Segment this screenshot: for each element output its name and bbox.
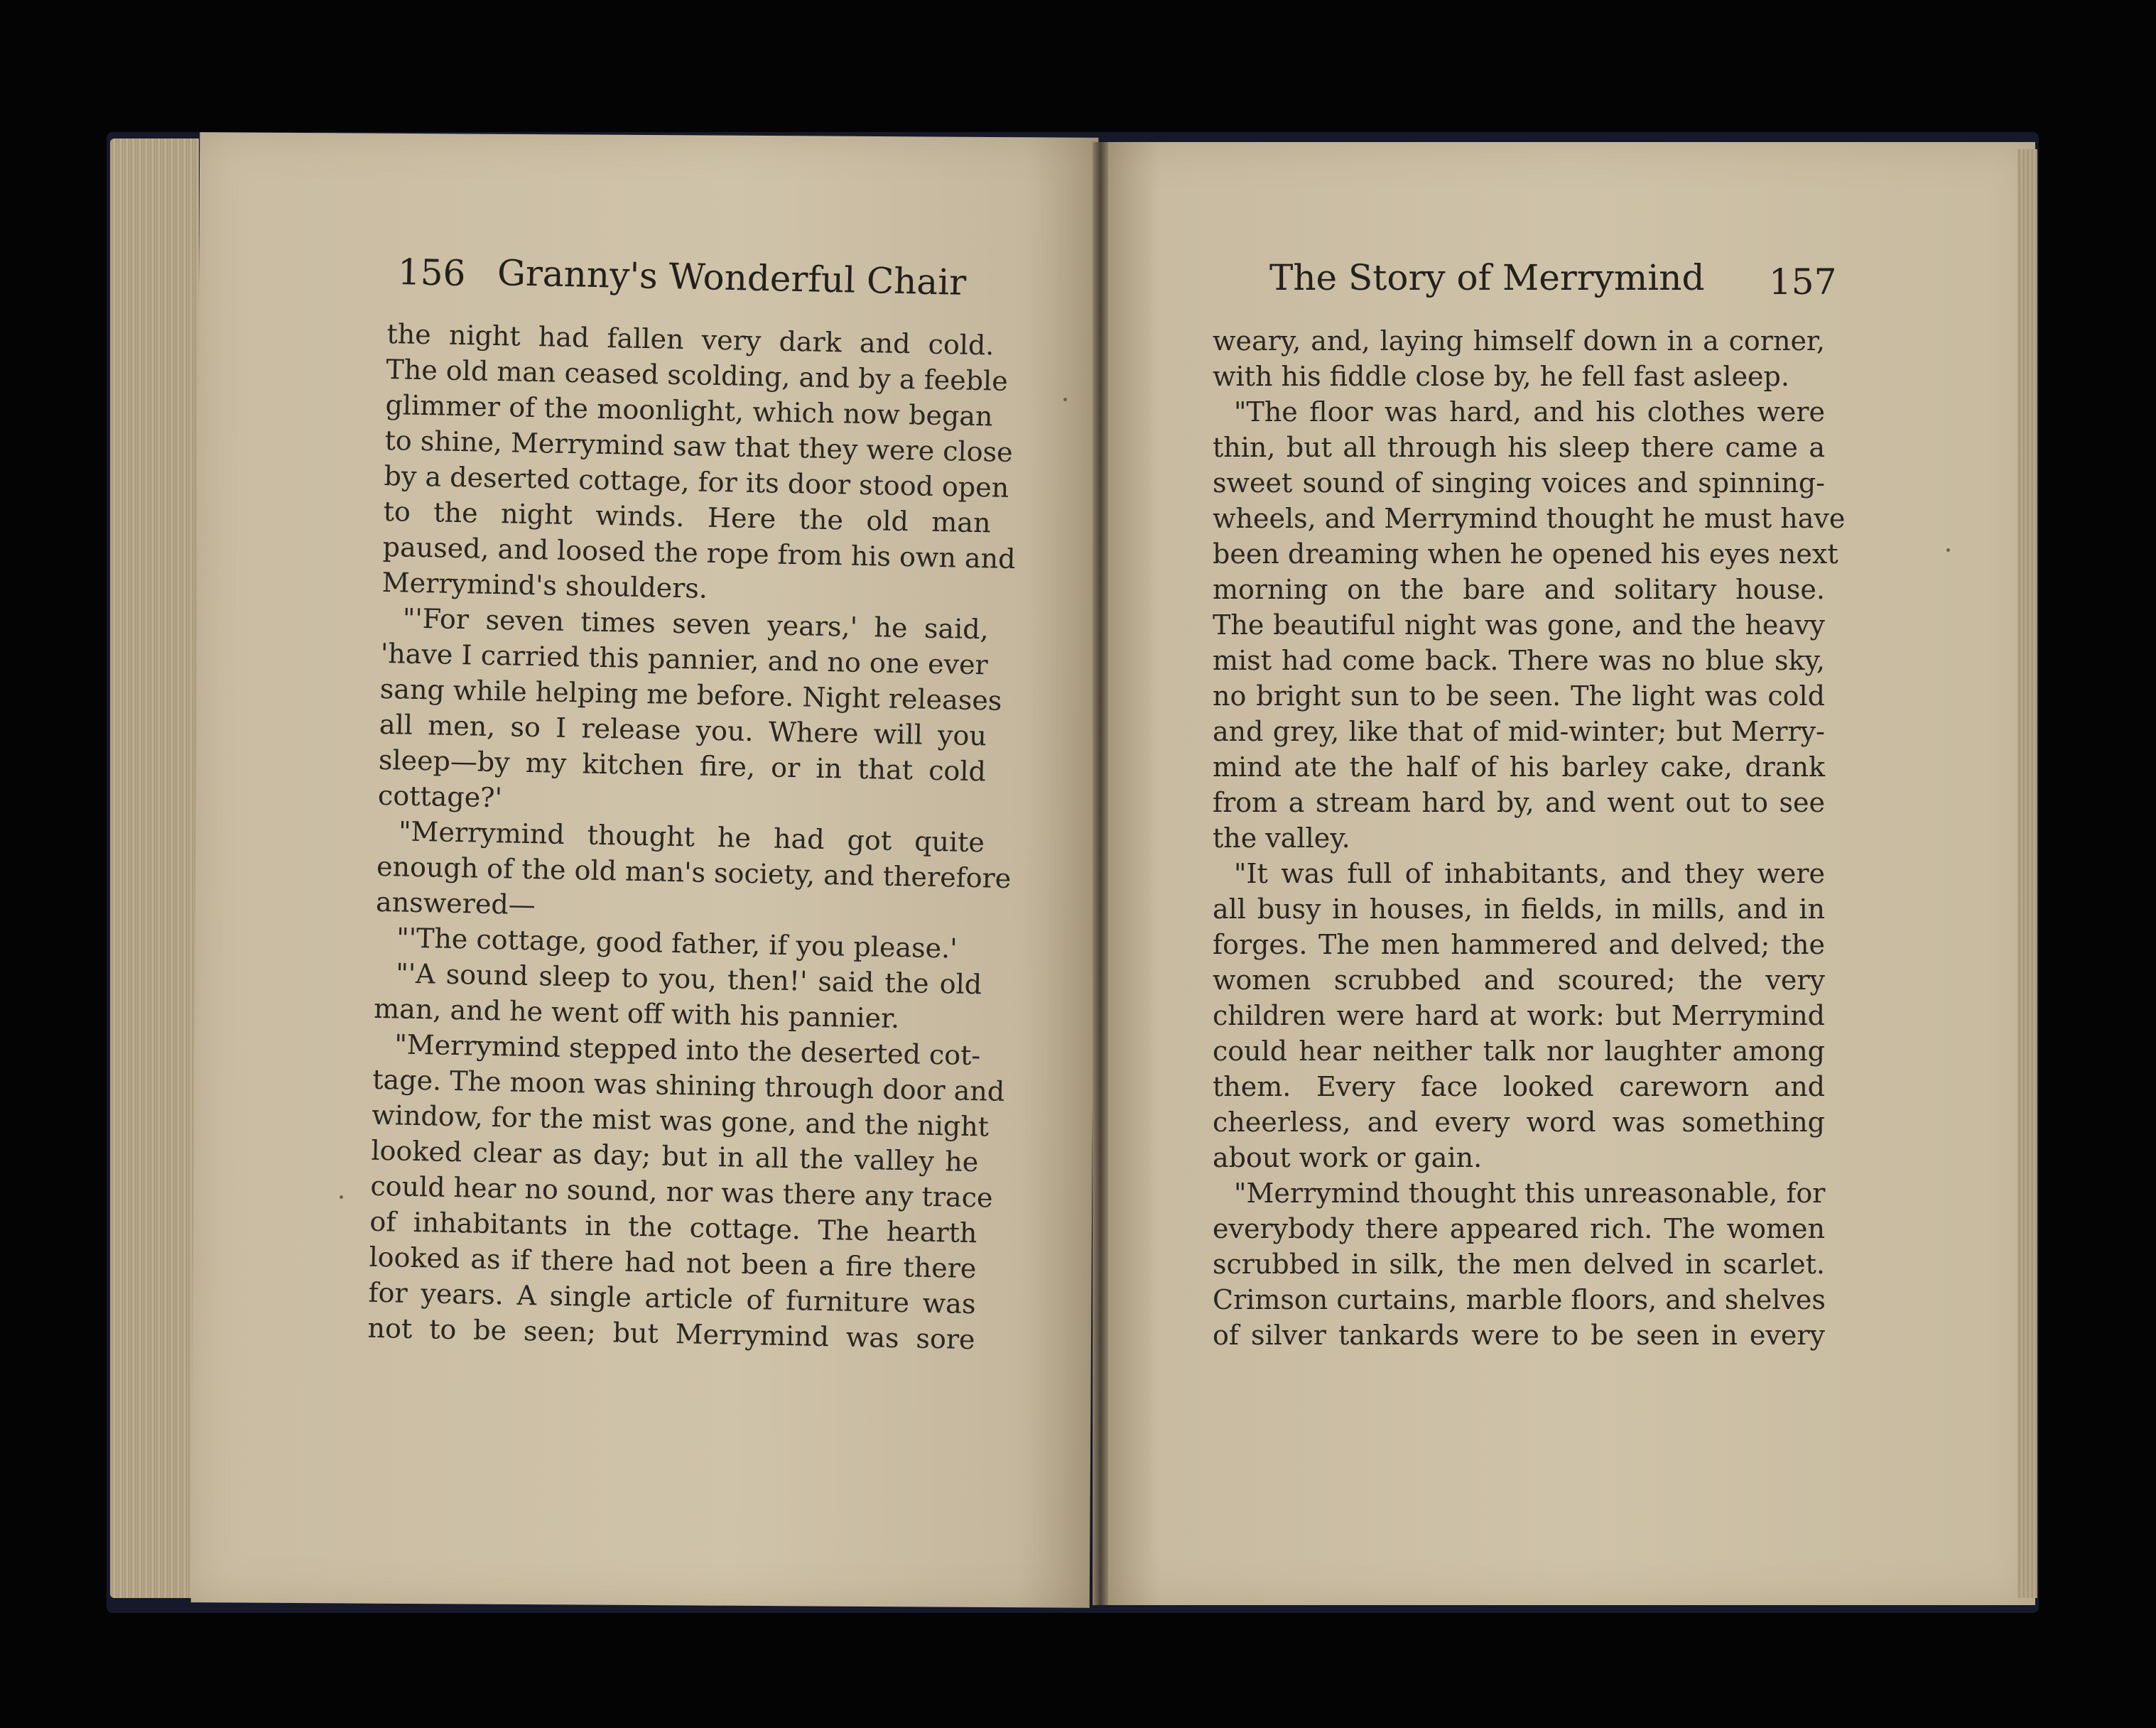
text-line: sweet sound of singing voices and spinning- <box>1213 467 1825 499</box>
text-line: women scrubbed and scoured; the very <box>1213 964 1825 996</box>
text-line: and grey, like that of mid-winter; but Merry- <box>1213 716 1825 747</box>
text-line: morning on the bare and solitary house. <box>1213 574 1825 605</box>
book-gutter <box>1093 142 1108 1605</box>
text-line: "Merrymind thought he had got quite <box>398 815 985 859</box>
text-line: sleep—by my kitchen fire, or in that cold <box>378 744 987 788</box>
text-line: from a stream hard by, and went out to see <box>1213 787 1825 818</box>
text-line: wheels, and Merrymind thought he must have <box>1213 503 1846 534</box>
text-line: looked clear as day; but in all the valley he <box>371 1134 979 1178</box>
text-line: been dreaming when he opened his eyes next <box>1213 538 1838 570</box>
text-line: "'For seven times seven years,' he said, <box>402 602 990 646</box>
text-line: mist had come back. There was no blue sky, <box>1213 645 1825 676</box>
text-line: weary, and, laying himself down in a corner, <box>1213 325 1825 357</box>
text-line: no bright sun to be seen. The light was cold <box>1213 680 1825 712</box>
text-line: for years. A single article of furniture was <box>368 1276 976 1320</box>
text-line: window, for the mist was gone, and the night <box>371 1099 990 1143</box>
text-line: about work or gain. <box>1213 1142 1483 1173</box>
text-line: all busy in houses, in fields, in mills, and in <box>1213 893 1825 925</box>
text-line: to the night winds. Here the old man <box>383 495 991 539</box>
text-line: looked as if there had not been a fire there <box>369 1241 977 1285</box>
text-line: with his fiddle close by, he fell fast asleep. <box>1213 361 1789 392</box>
text-line: could hear no sound, nor was there any trace <box>370 1170 993 1214</box>
text-line: "'A sound sleep to you, then!' said the old <box>395 957 982 1001</box>
text-line: glimmer of the moonlight, which now began <box>385 388 993 433</box>
text-line: everybody there appeared rich. The women <box>1213 1213 1825 1244</box>
left-running-title: Granny's Wonderful Chair <box>497 252 967 303</box>
text-line: "Merrymind stepped into the deserted cot- <box>394 1028 981 1072</box>
left-page-number: 156 <box>397 251 467 294</box>
text-line: by a deserted cottage, for its door stood open <box>384 460 1009 504</box>
text-line: them. Every face looked careworn and <box>1213 1071 1825 1102</box>
paper-spot <box>1946 548 1950 552</box>
text-line: thin, but all through his sleep there came a <box>1213 432 1825 463</box>
text-line: "'The cottage, good father, if you please.' <box>396 922 958 964</box>
text-line: Merrymind's shoulders. <box>381 566 708 604</box>
text-line: all men, so I release you. Where will you <box>379 708 987 752</box>
text-line: not to be seen; but Merrymind was sore <box>367 1312 975 1356</box>
text-line: "The floor was hard, and his clothes were <box>1234 396 1825 428</box>
text-line: of inhabitants in the cottage. The hearth <box>369 1205 977 1249</box>
text-line: the night had fallen very dark and cold. <box>386 317 995 362</box>
text-line: forges. The men hammered and delved; the <box>1213 929 1825 960</box>
text-line: the valley. <box>1213 822 1350 854</box>
text-line: The beautiful night was gone, and the heavy <box>1213 609 1825 641</box>
text-line: paused, and loosed the rope from his own and <box>382 531 1016 575</box>
right-page-number: 157 <box>1769 261 1837 303</box>
right-page-text <box>1213 323 1846 1353</box>
text-line: scrubbed in silk, the men delved in scarlet. <box>1213 1249 1825 1280</box>
page-edges-right <box>2017 149 2037 1598</box>
text-line: of silver tankards were to be seen in every <box>1213 1320 1825 1351</box>
paper-spot <box>340 1195 343 1199</box>
text-line: answered— <box>375 886 536 921</box>
text-line: mind ate the half of his barley cake, drank <box>1213 751 1825 783</box>
text-line: "Merrymind thought this unreasonable, for <box>1234 1178 1826 1209</box>
text-line: The old man ceased scolding, and by a feeble <box>386 353 1009 397</box>
text-line: tage. The moon was shining through door and <box>372 1063 1005 1107</box>
text-line: sang while helping me before. Night releases <box>379 673 1002 717</box>
text-line: 'have I carried this pannier, and no one ever <box>380 637 989 681</box>
text-line: to shine, Merrymind saw that they were close <box>384 424 1013 468</box>
text-line: Crimson curtains, marble floors, and shelves <box>1213 1284 1826 1315</box>
text-line: children were hard at work: but Merrymind <box>1213 1000 1825 1031</box>
paper-spot <box>1063 398 1067 401</box>
text-line: could hear neither talk nor laughter among <box>1213 1036 1825 1067</box>
text-line: man, and he went off with his pannier. <box>373 992 900 1035</box>
left-page-text <box>367 316 1016 1357</box>
text-line: "It was full of inhabitants, and they were <box>1234 858 1825 889</box>
right-running-title: The Story of Merrymind <box>1269 257 1705 298</box>
text-line: enough of the old man's society, and therefore <box>376 850 1012 895</box>
page-edges-left <box>110 138 199 1598</box>
text-line: cheerless, and every word was something <box>1213 1107 1825 1138</box>
text-line: cottage?' <box>377 779 503 814</box>
